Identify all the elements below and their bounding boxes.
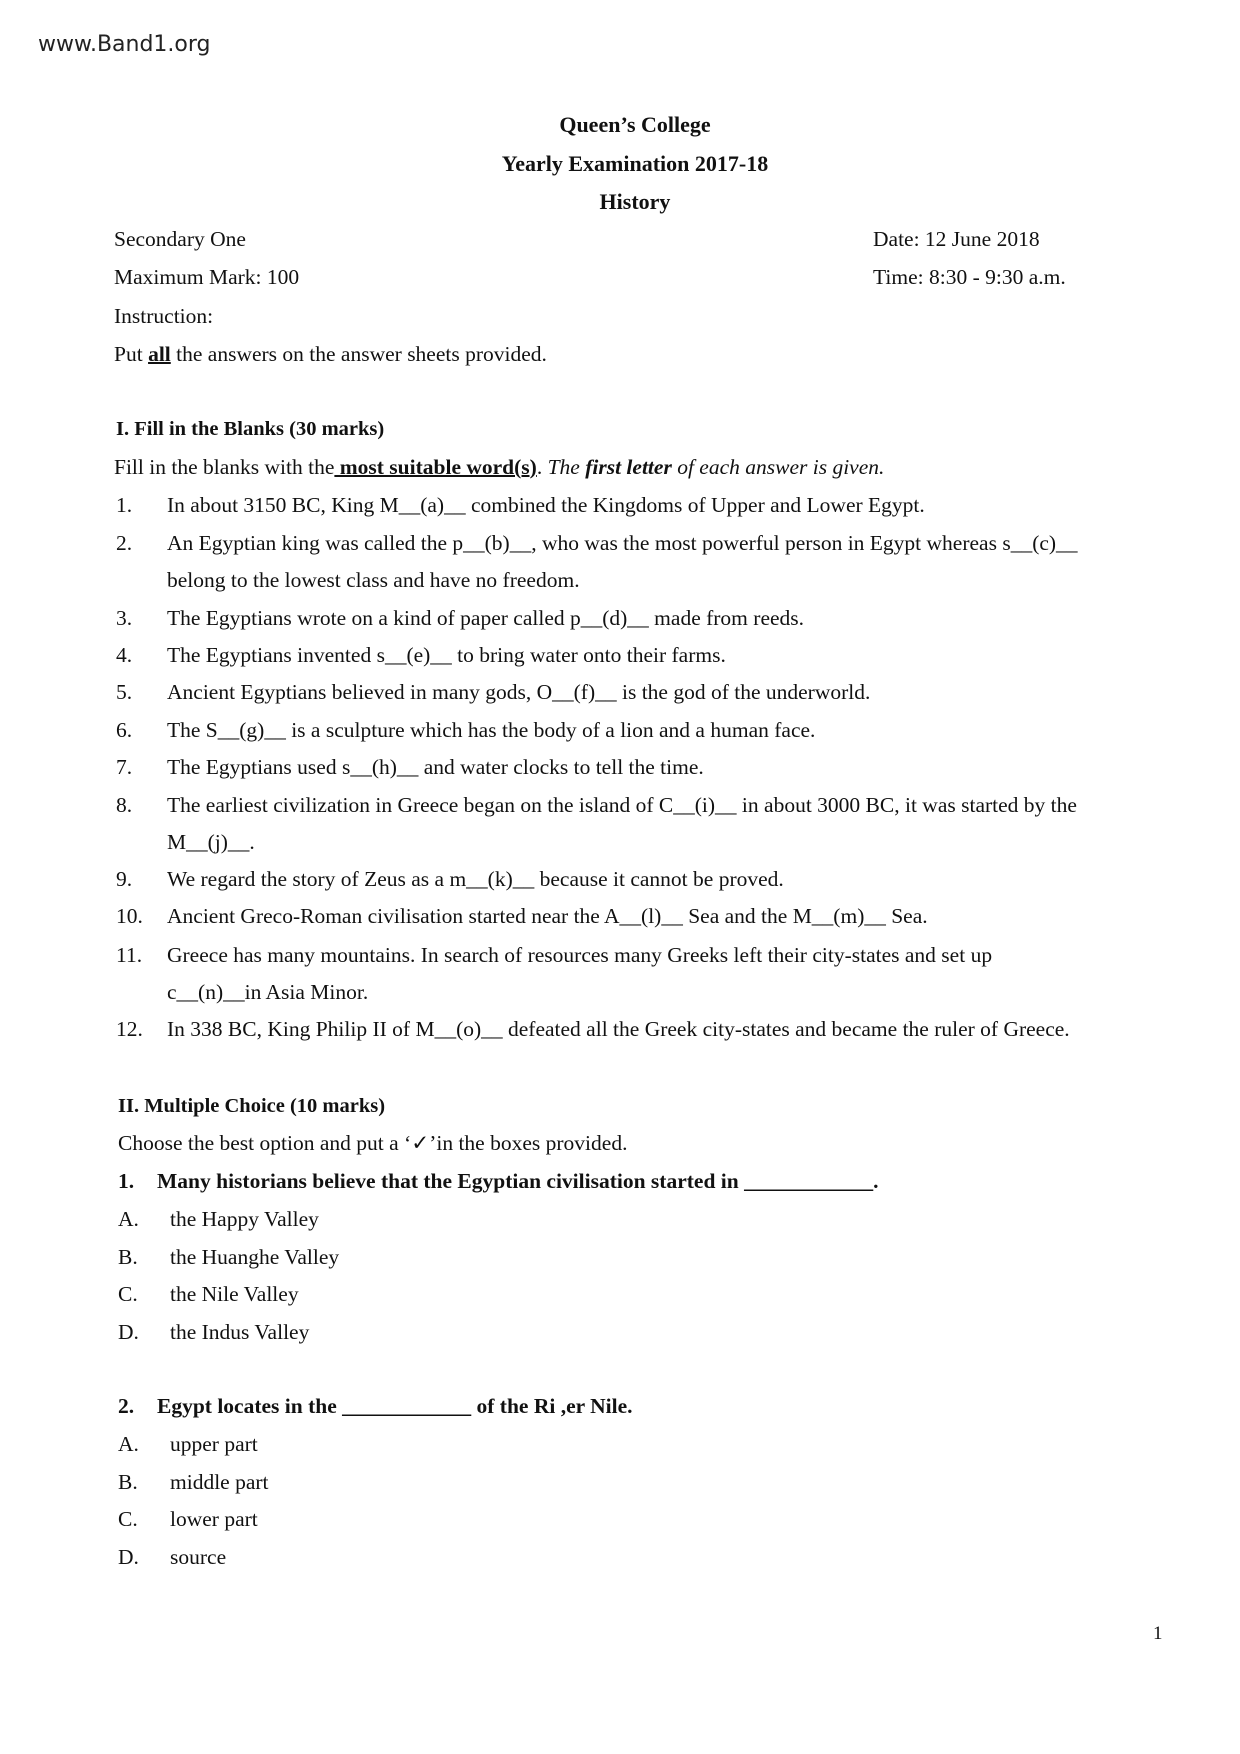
question-text: M__(j)__. bbox=[167, 830, 255, 854]
option-letter: A. bbox=[118, 1207, 139, 1231]
section1-title: I. Fill in the Blanks (30 marks) bbox=[116, 418, 385, 440]
exam-time: Time: 8:30 - 9:30 a.m. bbox=[873, 265, 1066, 289]
question-number: 2. bbox=[116, 531, 133, 555]
question-text: The earliest civilization in Greece began on the island of C__(i)__ in about 3000 BC, it was started by the bbox=[167, 793, 1077, 817]
option-letter: D. bbox=[118, 1544, 139, 1569]
mc-question-text: Egypt locates in the ____________ of the Ri ,er Nile. bbox=[157, 1394, 633, 1418]
instruction-label: Instruction: bbox=[114, 304, 214, 328]
section2-title: II. Multiple Choice (10 marks) bbox=[118, 1095, 386, 1117]
exam-date: Date: 12 June 2018 bbox=[873, 227, 1040, 251]
max-mark: Maximum Mark: 100 bbox=[114, 265, 300, 289]
exam-title: Yearly Examination 2017-18 bbox=[501, 151, 769, 176]
question-number: 11. bbox=[116, 943, 143, 967]
school-name: Queen’s College bbox=[559, 112, 711, 137]
option-text: the Indus Valley bbox=[170, 1319, 310, 1344]
option-letter: C. bbox=[118, 1507, 138, 1531]
question-text: The Egyptians wrote on a kind of paper called p__(d)__ made from reeds. bbox=[167, 606, 805, 630]
question-number: 10. bbox=[116, 904, 143, 928]
option-text: source bbox=[170, 1544, 227, 1569]
level: Secondary One bbox=[114, 227, 246, 251]
question-text: belong to the lowest class and have no freedom. bbox=[167, 568, 580, 592]
question-text: Ancient Greco-Roman civilisation started near the A__(l)__ Sea and the M__(m)__ Sea. bbox=[167, 904, 928, 928]
question-text: We regard the story of Zeus as a m__(k)__ because it cannot be proved. bbox=[167, 867, 784, 891]
mc-question-number: 2. bbox=[118, 1394, 135, 1418]
question-number: 3. bbox=[116, 606, 133, 630]
option-text: the Happy Valley bbox=[170, 1207, 319, 1231]
option-letter: C. bbox=[118, 1282, 138, 1306]
page-number: 1 bbox=[1153, 1623, 1163, 1644]
question-number: 8. bbox=[116, 793, 133, 817]
question-number: 1. bbox=[116, 493, 133, 517]
question-number: 7. bbox=[116, 755, 133, 779]
section1-instruction: Fill in the blanks with the most suitable word(s). The first letter of each answer is given. bbox=[114, 455, 885, 479]
question-number: 9. bbox=[116, 867, 133, 891]
option-text: upper part bbox=[170, 1432, 258, 1456]
question-text: In about 3150 BC, King M__(a)__ combined the Kingdoms of Upper and Lower Egypt. bbox=[167, 493, 925, 517]
question-text: c__(n)__in Asia Minor. bbox=[167, 980, 369, 1004]
option-letter: D. bbox=[118, 1319, 139, 1344]
section2-instruction: Choose the best option and put a ‘✓’in the boxes provided. bbox=[118, 1131, 628, 1155]
option-letter: A. bbox=[118, 1432, 139, 1456]
mc-question-text: Many historians believe that the Egyptian civilisation started in ____________. bbox=[157, 1169, 879, 1193]
question-text: Greece has many mountains. In search of resources many Greeks left their city-states and set up bbox=[167, 943, 993, 967]
question-number: 6. bbox=[116, 718, 133, 742]
option-letter: B. bbox=[118, 1244, 138, 1269]
question-text: The S__(g)__ is a sculpture which has the body of a lion and a human face. bbox=[167, 718, 816, 742]
question-number: 5. bbox=[116, 680, 133, 704]
question-number: 12. bbox=[116, 1017, 143, 1041]
watermark: www.Band1.org bbox=[38, 32, 211, 57]
question-number: 4. bbox=[116, 643, 133, 667]
question-text: In 338 BC, King Philip II of M__(o)__ defeated all the Greek city-states and became the ruler of Greece. bbox=[167, 1017, 1070, 1041]
question-text: Ancient Egyptians believed in many gods, O__(f)__ is the god of the underworld. bbox=[167, 680, 871, 704]
option-text: middle part bbox=[170, 1469, 269, 1494]
mc-question-number: 1. bbox=[118, 1169, 135, 1193]
option-text: the Nile Valley bbox=[170, 1282, 299, 1306]
question-text: The Egyptians used s__(h)__ and water clocks to tell the time. bbox=[167, 755, 704, 779]
option-text: the Huanghe Valley bbox=[170, 1244, 340, 1269]
instruction-text: Put all the answers on the answer sheets provided. bbox=[114, 342, 547, 366]
question-text: The Egyptians invented s__(e)__ to bring water onto their farms. bbox=[167, 643, 726, 667]
subject: History bbox=[599, 189, 671, 214]
option-text: lower part bbox=[170, 1507, 258, 1531]
option-letter: B. bbox=[118, 1469, 138, 1494]
question-text: An Egyptian king was called the p__(b)__, who was the most powerful person in Egypt whereas s__(c)__ bbox=[167, 531, 1078, 555]
